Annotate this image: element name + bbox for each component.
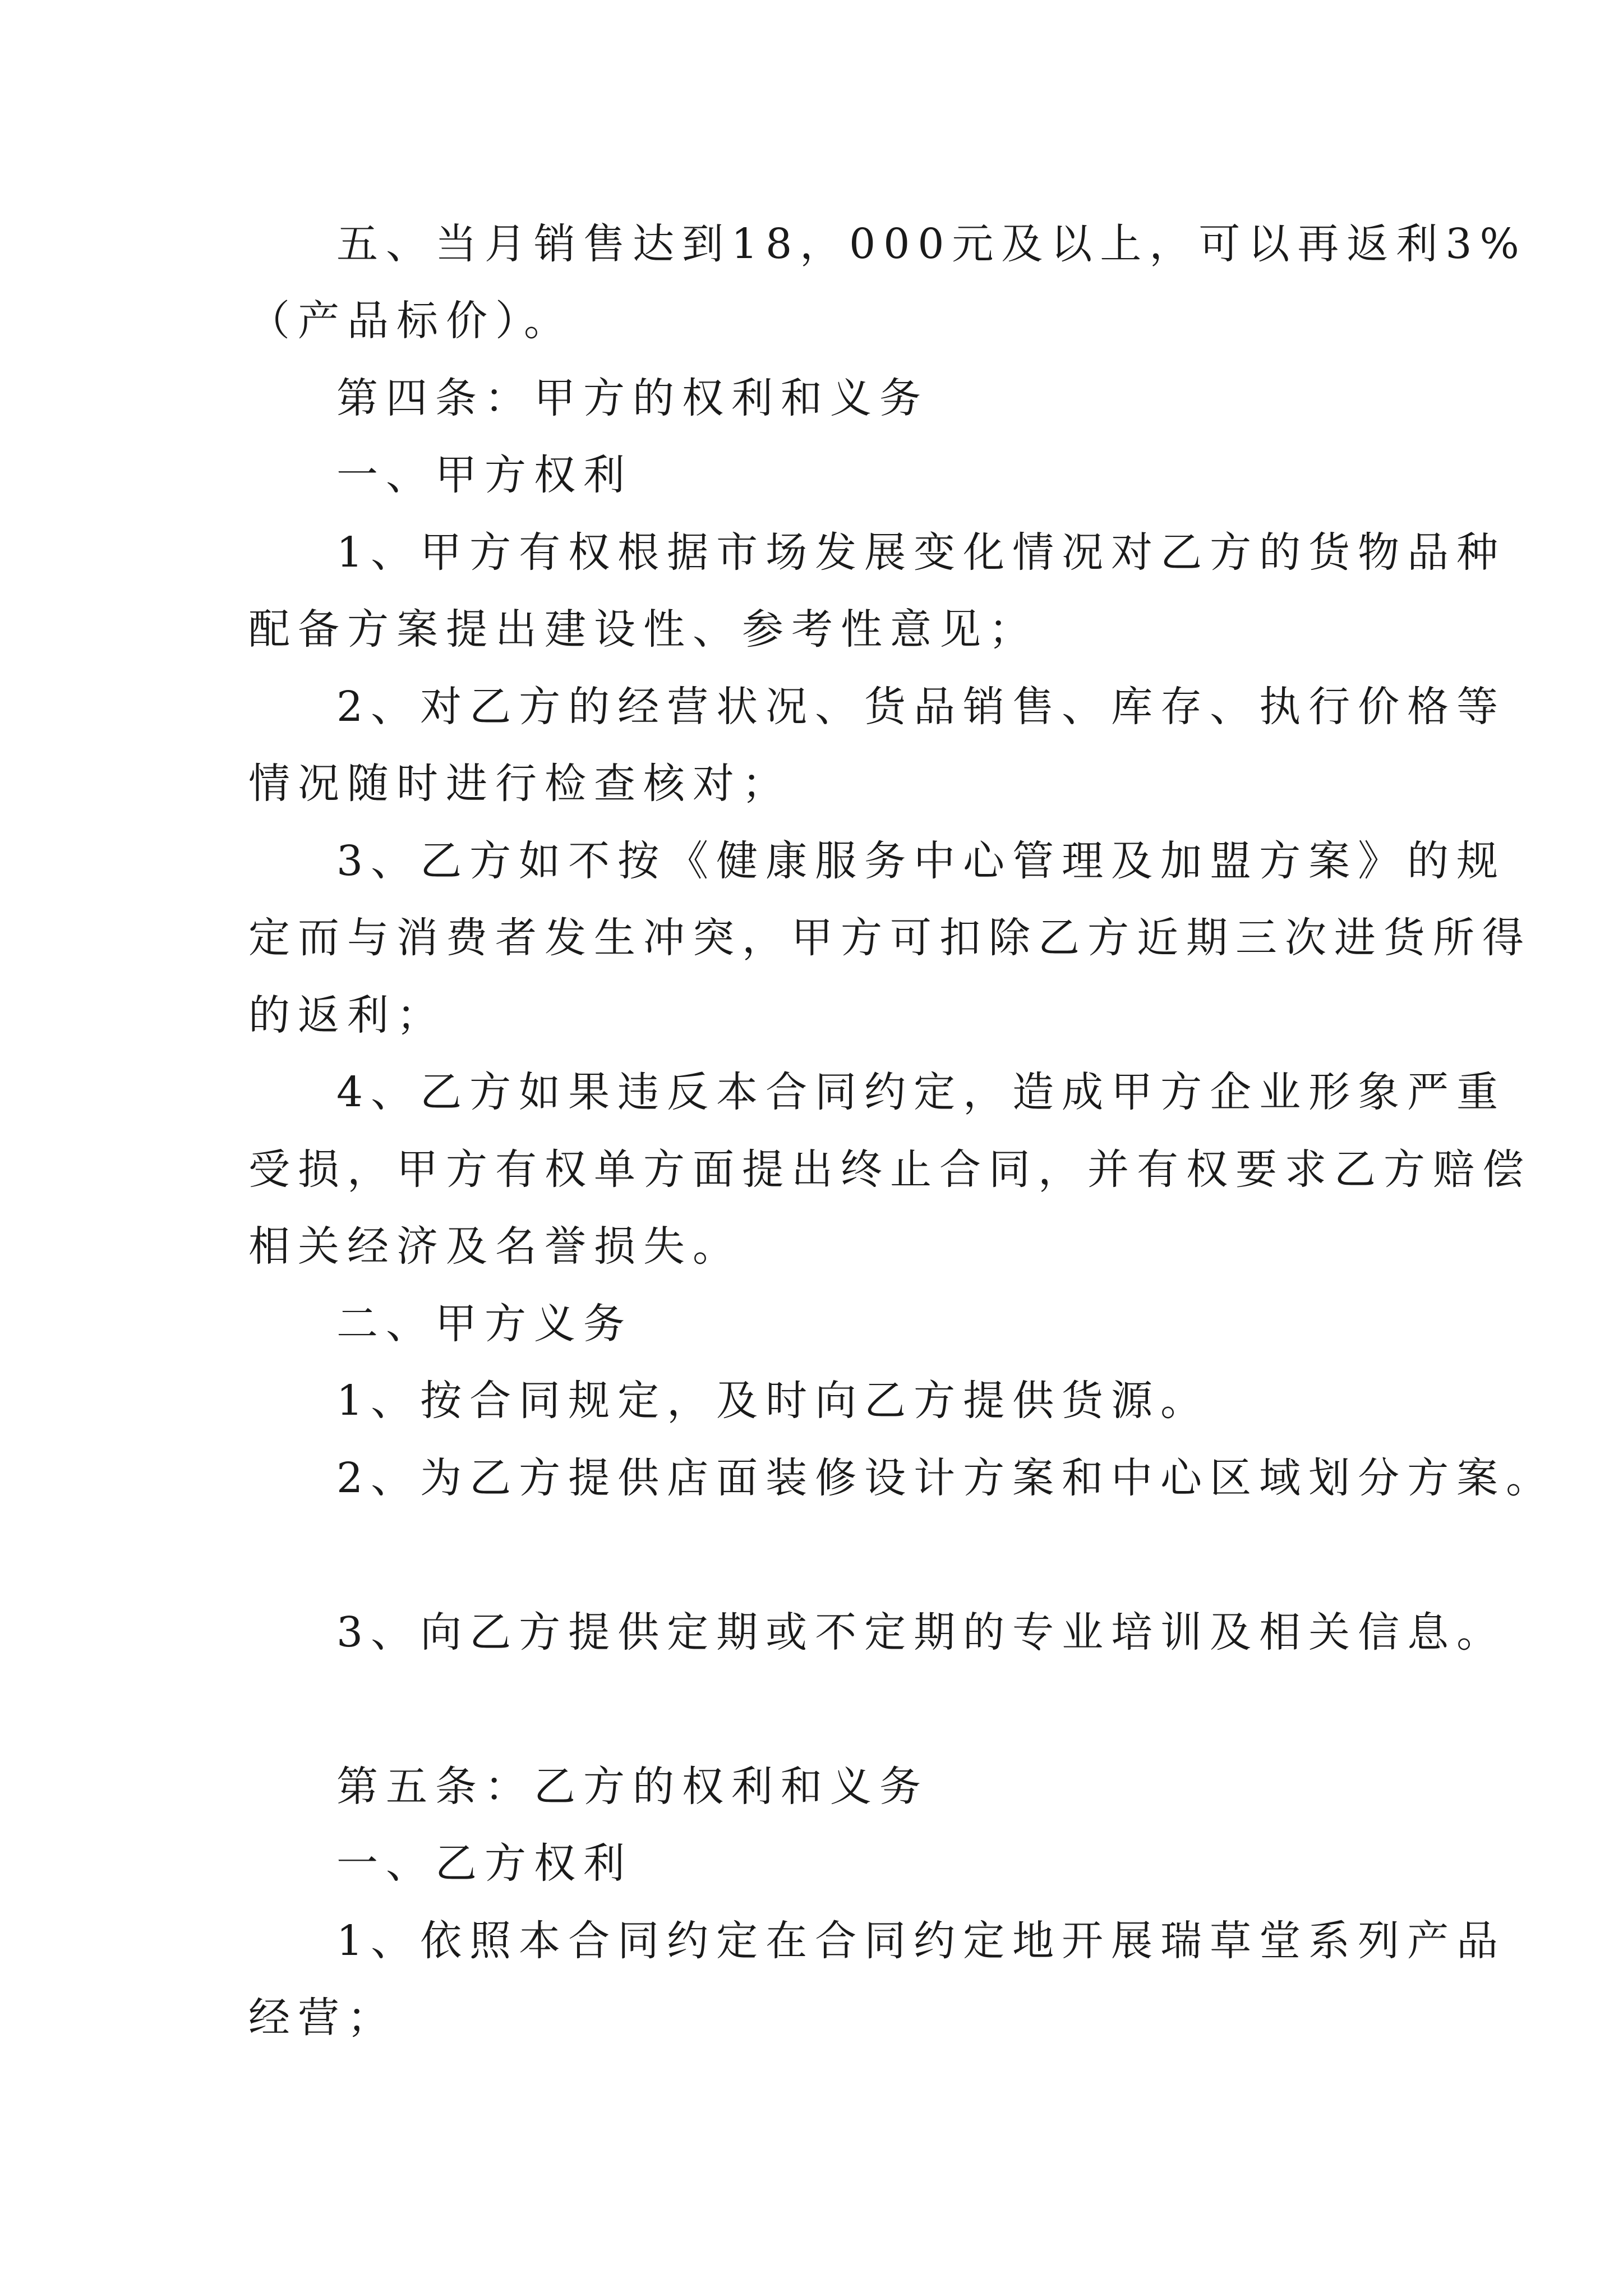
subsection-heading: 一、甲方权利	[336, 451, 633, 499]
paragraph-line: 情况随时进行检查核对；	[248, 760, 791, 808]
paragraph-line: 3、向乙方提供定期或不定期的专业培训及相关信息。	[336, 1608, 1506, 1657]
paragraph-line: 相关经济及名誉损失。	[248, 1222, 742, 1271]
paragraph-line: 经营；	[248, 1994, 396, 2042]
paragraph-line: （产品标价）。	[248, 297, 573, 345]
paragraph-line: 1、依照本合同约定在合同约定地开展瑞草堂系列产品	[336, 1917, 1506, 1965]
paragraph-line: 定而与消费者发生冲突，甲方可扣除乙方近期三次进货所得	[248, 914, 1532, 962]
subsection-heading: 一、乙方权利	[336, 1839, 633, 1888]
paragraph-line: 2、为乙方提供店面装修设计方案和中心区域划分方案。	[336, 1454, 1556, 1502]
paragraph-line: 受损，甲方有权单方面提出终止合同，并有权要求乙方赔偿	[248, 1145, 1532, 1194]
paragraph-line: 五、当月销售达到18，000元及以上，可以再返利3%	[336, 220, 1527, 268]
paragraph-line: 3、乙方如不按《健康服务中心管理及加盟方案》的规	[336, 837, 1506, 885]
paragraph-line: 的返利；	[248, 991, 446, 1039]
section-heading: 第四条：甲方的权利和义务	[336, 374, 929, 422]
paragraph-line: 1、按合同规定，及时向乙方提供货源。	[336, 1377, 1210, 1425]
section-heading: 第五条：乙方的权利和义务	[336, 1763, 929, 1811]
paragraph-line: 配备方案提出建设性、参考性意见；	[248, 605, 1038, 654]
paragraph-line: 4、乙方如果违反本合同约定，造成甲方企业形象严重	[336, 1068, 1506, 1116]
subsection-heading: 二、甲方义务	[336, 1300, 633, 1348]
paragraph-line: 2、对乙方的经营状况、货品销售、库存、执行价格等	[336, 683, 1506, 731]
paragraph-line: 1、甲方有权根据市场发展变化情况对乙方的货物品种	[336, 528, 1506, 577]
